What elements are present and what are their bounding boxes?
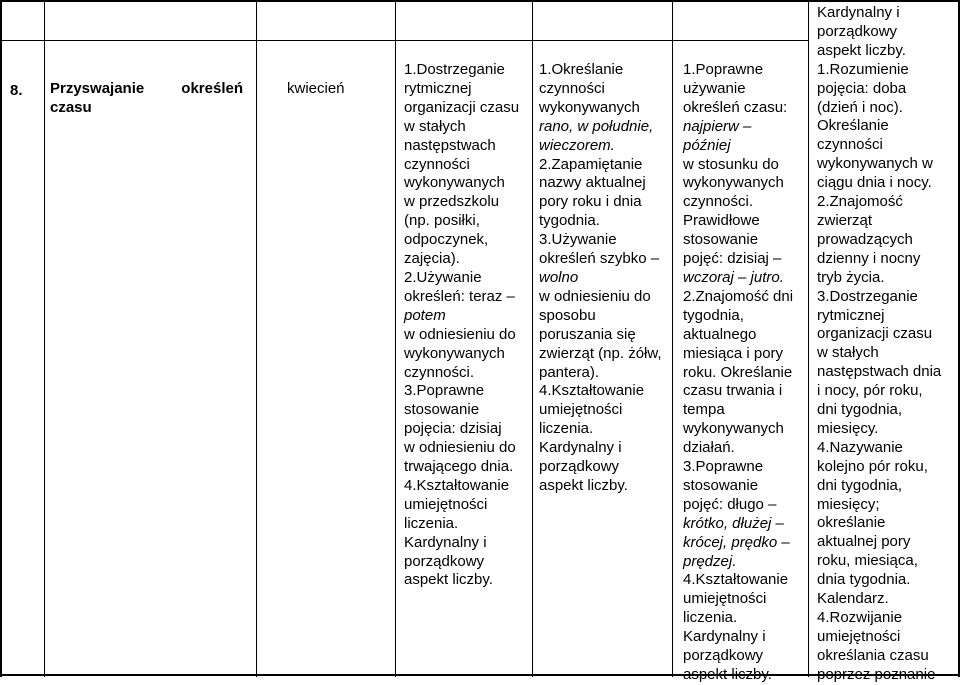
text-line: roku, miesiąca,	[817, 552, 918, 570]
text-line: miesięcy.	[817, 419, 879, 437]
text-line: w odniesieniu do	[539, 287, 651, 305]
text-line: tryb życia.	[817, 268, 885, 286]
text-line: 1.Poprawne	[683, 61, 764, 78]
text-line: i nocy, pór roku,	[817, 382, 923, 400]
text-line: 4.Kształtowanie	[683, 571, 789, 589]
text-line: 2.Znajomość	[817, 193, 903, 211]
text-line: zajęcia).	[404, 250, 460, 268]
topic-line: czasu	[50, 98, 92, 116]
text-line: czynności.	[404, 363, 475, 381]
text-line: dzienny i nocny	[817, 249, 921, 267]
text-line: zwierząt (np. żółw,	[539, 344, 662, 362]
text-line: czynności	[817, 136, 883, 154]
topic-word: określeń	[181, 80, 243, 97]
text-line: określeń szybko –	[539, 250, 660, 268]
text-line: (np. posiłki,	[404, 212, 480, 230]
text-line: Kalendarz.	[817, 590, 889, 608]
text-line: Kardynalny i	[404, 533, 487, 551]
text-line: potem	[404, 306, 446, 324]
text-line: określanie	[817, 514, 886, 532]
text-line: miesięcy;	[817, 495, 880, 513]
text-line: określania czasu	[817, 646, 929, 664]
column-divider	[532, 0, 533, 677]
text-line: stosowanie	[683, 231, 759, 249]
row-divider	[0, 40, 808, 41]
text-line: sposobu	[539, 306, 596, 324]
text-line: 3.Poprawne	[683, 458, 764, 476]
text-line: Kardynalny i	[539, 439, 622, 457]
text-line: aktualnej pory	[817, 533, 911, 551]
text-line: liczenia.	[404, 514, 459, 532]
text-line: porządkowy	[817, 22, 898, 40]
text-line: porządkowy	[683, 647, 764, 665]
text-line: Kardynalny i	[683, 628, 766, 646]
text-line: porządkowy	[404, 552, 485, 570]
text-line: trwającego dnia.	[404, 458, 514, 476]
text-line: 1.Określanie	[539, 61, 624, 78]
text-line: umiejętności	[817, 627, 901, 645]
text-line: wykonywanych	[683, 420, 784, 438]
text-line: później	[683, 136, 731, 154]
column-divider	[808, 0, 809, 677]
text-line: 2.Używanie	[404, 268, 482, 286]
text-line: czynności	[404, 155, 470, 173]
text-line: dni tygodnia,	[817, 476, 903, 494]
text-line: rano, w południe,	[539, 117, 654, 135]
text-line: poprzez poznanie	[817, 665, 936, 683]
text-line: krócej, prędko –	[683, 533, 790, 551]
text-line: 3.Dostrzeganie	[817, 287, 918, 305]
text-line: wykonywanych	[539, 98, 640, 116]
text-line: organizacji czasu	[404, 98, 520, 116]
goals-cell-2	[539, 61, 662, 496]
text-line: najpierw –	[683, 117, 752, 135]
text-line: wykonywanych	[404, 174, 505, 192]
text-line: pojęcia: dzisiaj	[404, 420, 502, 438]
text-line: 1.Dostrzeganie	[404, 61, 505, 78]
text-line: pojęć: dzisiaj –	[683, 250, 782, 268]
text-line: Określanie	[817, 117, 889, 135]
text-line: umiejętności	[683, 590, 767, 608]
column-divider	[256, 0, 257, 677]
text-line: 4.Kształtowanie	[404, 476, 510, 494]
row-divider	[0, 674, 960, 676]
text-line: krótko, dłużej –	[683, 514, 784, 532]
text-line: nazwy aktualnej	[539, 174, 646, 192]
text-line: aspekt liczby.	[817, 41, 906, 59]
text-line: Kardynalny i	[817, 4, 900, 21]
text-line: określeń czasu:	[683, 98, 788, 116]
text-line: 3.Używanie	[539, 231, 617, 249]
text-line: poruszania się	[539, 325, 636, 343]
text-line: kolejno pór roku,	[817, 457, 928, 475]
text-line: w przedszkolu	[404, 193, 500, 211]
text-line: następstwach dnia	[817, 363, 942, 381]
text-line: określeń: teraz –	[404, 287, 515, 305]
text-line: dni tygodnia,	[817, 401, 903, 419]
text-line: liczenia.	[683, 609, 738, 627]
text-line: 1.Rozumienie	[817, 60, 909, 78]
column-divider	[672, 0, 673, 677]
text-line: wieczorem.	[539, 136, 615, 154]
text-line: Prawidłowe	[683, 212, 760, 230]
text-line: wolno	[539, 268, 579, 286]
text-line: wykonywanych w	[817, 155, 933, 173]
row-number: 8.	[10, 82, 23, 99]
text-line: w stałych	[404, 117, 466, 135]
text-line: działań.	[683, 439, 735, 457]
text-line: pojęcia: doba	[817, 79, 907, 97]
text-line: umiejętności	[539, 401, 623, 419]
text-line: wczoraj – jutro.	[683, 268, 784, 286]
text-line: aktualnego	[683, 325, 757, 343]
text-line: dnia tygodnia.	[817, 571, 911, 589]
text-line: liczenia.	[539, 420, 594, 438]
text-line: organizacji czasu	[817, 325, 933, 343]
text-line: tygodnia,	[683, 306, 744, 324]
text-line: stosowanie	[404, 401, 480, 419]
text-line: w odniesieniu do	[404, 439, 516, 457]
text-line: wykonywanych	[404, 344, 505, 362]
text-line: tygodnia.	[539, 212, 600, 230]
text-line: pory roku i dnia	[539, 193, 642, 211]
text-line: porządkowy	[539, 458, 620, 476]
text-line: aspekt liczby.	[683, 666, 772, 683]
text-line: wykonywanych	[683, 174, 784, 192]
text-line: 3.Poprawne	[404, 382, 485, 400]
text-line: w stosunku do	[683, 155, 779, 173]
text-line: czynności.	[683, 193, 754, 211]
text-line: 4.Nazywanie	[817, 438, 903, 456]
text-line: rytmicznej	[817, 306, 885, 324]
text-line: zwierząt	[817, 211, 873, 229]
month-cell: kwiecień	[287, 80, 345, 97]
text-line: stosowanie	[683, 476, 759, 494]
text-line: tempa	[683, 401, 725, 419]
text-line: w odniesieniu do	[404, 325, 516, 343]
column-divider	[395, 0, 396, 677]
text-line: 4.Rozwijanie	[817, 609, 903, 626]
text-line: czynności	[539, 79, 605, 97]
text-line: rytmicznej	[404, 79, 472, 97]
topic-word: Przyswajanie	[50, 80, 145, 97]
text-line: prowadzących	[817, 230, 913, 248]
text-line: ciągu dnia i nocy.	[817, 174, 932, 192]
text-line: aspekt liczby.	[404, 571, 493, 589]
column-divider	[44, 0, 45, 677]
text-line: pantera).	[539, 363, 600, 381]
text-line: pojęć: długo –	[683, 495, 777, 513]
goals-cell-1	[404, 61, 519, 590]
topic-cell	[50, 80, 250, 118]
text-line: 4.Kształtowanie	[539, 382, 645, 400]
text-line: (dzień i noc).	[817, 98, 903, 116]
text-line: roku. Określanie	[683, 363, 793, 381]
text-line: prędzej.	[683, 552, 737, 570]
goals-cell-3	[683, 61, 793, 685]
goals-cell-4	[817, 4, 941, 685]
text-line: odpoczynek,	[404, 231, 489, 249]
text-line: miesiąca i pory	[683, 344, 784, 362]
text-line: 2.Znajomość dni	[683, 287, 794, 305]
text-line: 2.Zapamiętanie	[539, 155, 643, 173]
text-line: aspekt liczby.	[539, 476, 628, 494]
text-line: w stałych	[817, 344, 879, 362]
text-line: używanie	[683, 79, 746, 97]
text-line: umiejętności	[404, 495, 488, 513]
text-line: czasu trwania i	[683, 382, 783, 400]
text-line: następstwach	[404, 136, 496, 154]
